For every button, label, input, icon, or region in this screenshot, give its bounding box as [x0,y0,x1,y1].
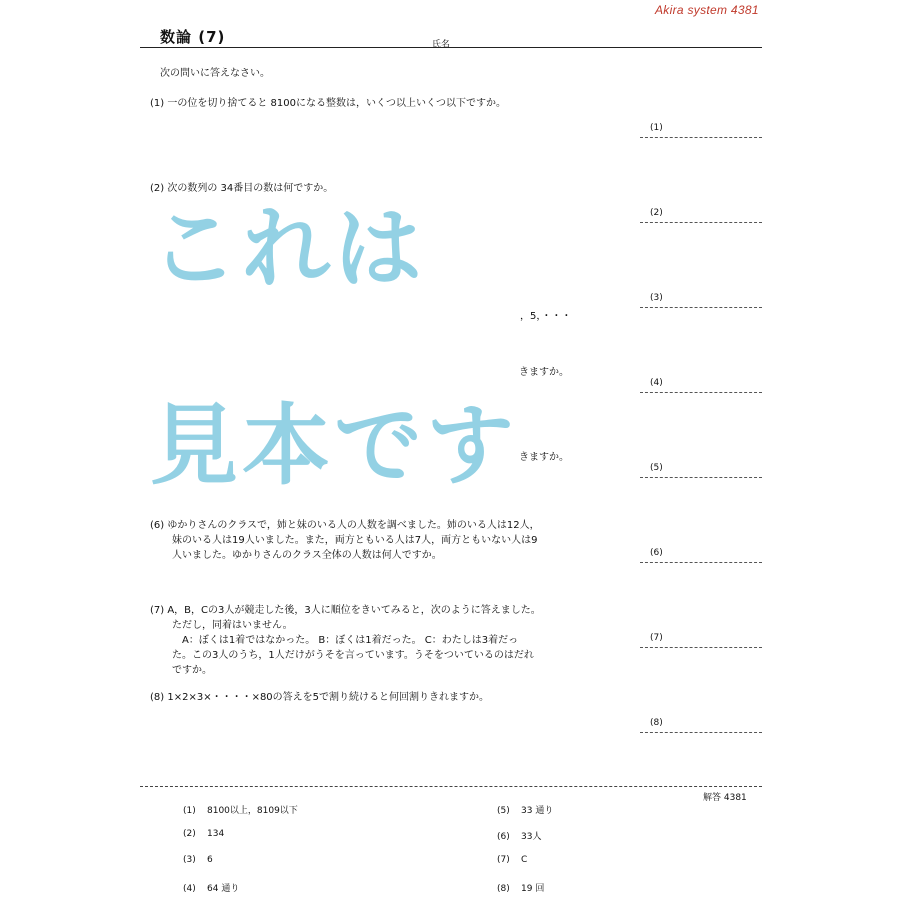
question-6-line: (6) ゆかりさんのクラスで，姉と妹のいる人の人数を調べました。姉のいる人は12人， [150,520,540,531]
answer-blank-label: (3) [650,293,663,303]
answer-blank-1[interactable] [640,121,762,138]
question-7-line: (7) A，B，Cの3人が競走した後，3人に順位をきいてみると，次のように答えました。 [150,605,541,616]
answer-key-item [497,829,541,842]
header-rule [140,47,762,48]
answer-blank-label: (6) [650,548,663,558]
answer-blank-4[interactable] [640,376,762,393]
question-6 [150,518,540,563]
answer-key-title: 解答 4381 [703,793,747,803]
question-7-line: ですか。 [172,665,212,676]
instruction-text: 次の問いに答えなさい。 [160,68,270,79]
question-6-line: 妹のいる人は19人いました。また，両方ともいる人は7人，両方ともいない人は9 [172,535,538,546]
question-7-line: た。この3人のうち，1人だけがうそを言っています。うそをついているのはだれ [172,650,534,661]
answer-blank-2[interactable] [640,206,762,223]
sample-watermark-line2: 見本です [150,394,519,497]
answer-blank-label: (2) [650,208,663,218]
answer-blank-5[interactable] [640,461,762,478]
answer-key-num: (6) [497,832,510,842]
answer-key-value: 33人 [521,832,542,842]
answer-key-value: C [521,855,528,865]
answer-key-item [497,855,527,865]
answer-blank-7[interactable] [640,631,762,648]
answer-blank-label: (7) [650,633,663,643]
name-field-label: 氏名 [432,40,451,50]
answer-key-num: (2) [183,829,196,839]
answer-blank-label: (5) [650,463,663,473]
answer-key-value: 134 [207,829,225,839]
question-7-line: A：ぼくは1着ではなかった。 B：ぼくは1着だった。 C：わたしは3着だっ [182,635,519,646]
answer-blank-8[interactable] [640,716,762,733]
question-1: (1) 一の位を切り捨てると 8100になる整数は，いくつ以上いくつ以下ですか。 [150,98,506,109]
answer-key-num: (4) [183,884,196,894]
answer-key-item [497,803,553,816]
question-6-line: 人いました。ゆかりさんのクラス全体の人数は何人ですか。 [172,550,442,561]
answer-key-value: 64 通り [207,884,240,894]
question-2: (2) 次の数列の 34番目の数は何ですか。 [150,183,334,194]
answer-key-value: 33 通り [521,806,554,816]
answer-blank-label: (4) [650,378,663,388]
answer-key-num: (3) [183,855,196,865]
answer-blank-3[interactable] [640,291,762,308]
question-8: (8) 1×2×3×・・・・×80の答えを5で割り続けると何回割りきれますか。 [150,692,490,703]
question-5-fragment: きますか。 [519,452,569,463]
answer-key-num: (7) [497,855,510,865]
answer-key-item [183,855,213,865]
answer-key-item [183,829,224,839]
answer-key-divider [140,786,762,787]
answer-key-item [183,803,298,816]
answer-key-num: (8) [497,884,510,894]
question-4-fragment: きますか。 [519,367,569,378]
sample-watermark-line1: これは [150,197,427,300]
question-7-line: ただし，同着はいません。 [172,620,293,631]
answer-key-value: 19 回 [521,884,545,894]
answer-key-num: (5) [497,806,510,816]
answer-key-value: 6 [207,855,213,865]
brand-label: Akira system 4381 [655,3,759,17]
answer-blank-6[interactable] [640,546,762,563]
answer-key-value: 8100以上，8109以下 [207,806,298,816]
page-title: 数論 (7) [160,28,226,46]
question-3-fragment: ，5，・・・ [520,311,572,322]
answer-key-num: (1) [183,806,196,816]
answer-blank-label: (8) [650,718,663,728]
answer-key-item [497,881,544,894]
question-7 [150,603,541,678]
answer-blank-label: (1) [650,123,663,133]
answer-key-item [183,881,239,894]
